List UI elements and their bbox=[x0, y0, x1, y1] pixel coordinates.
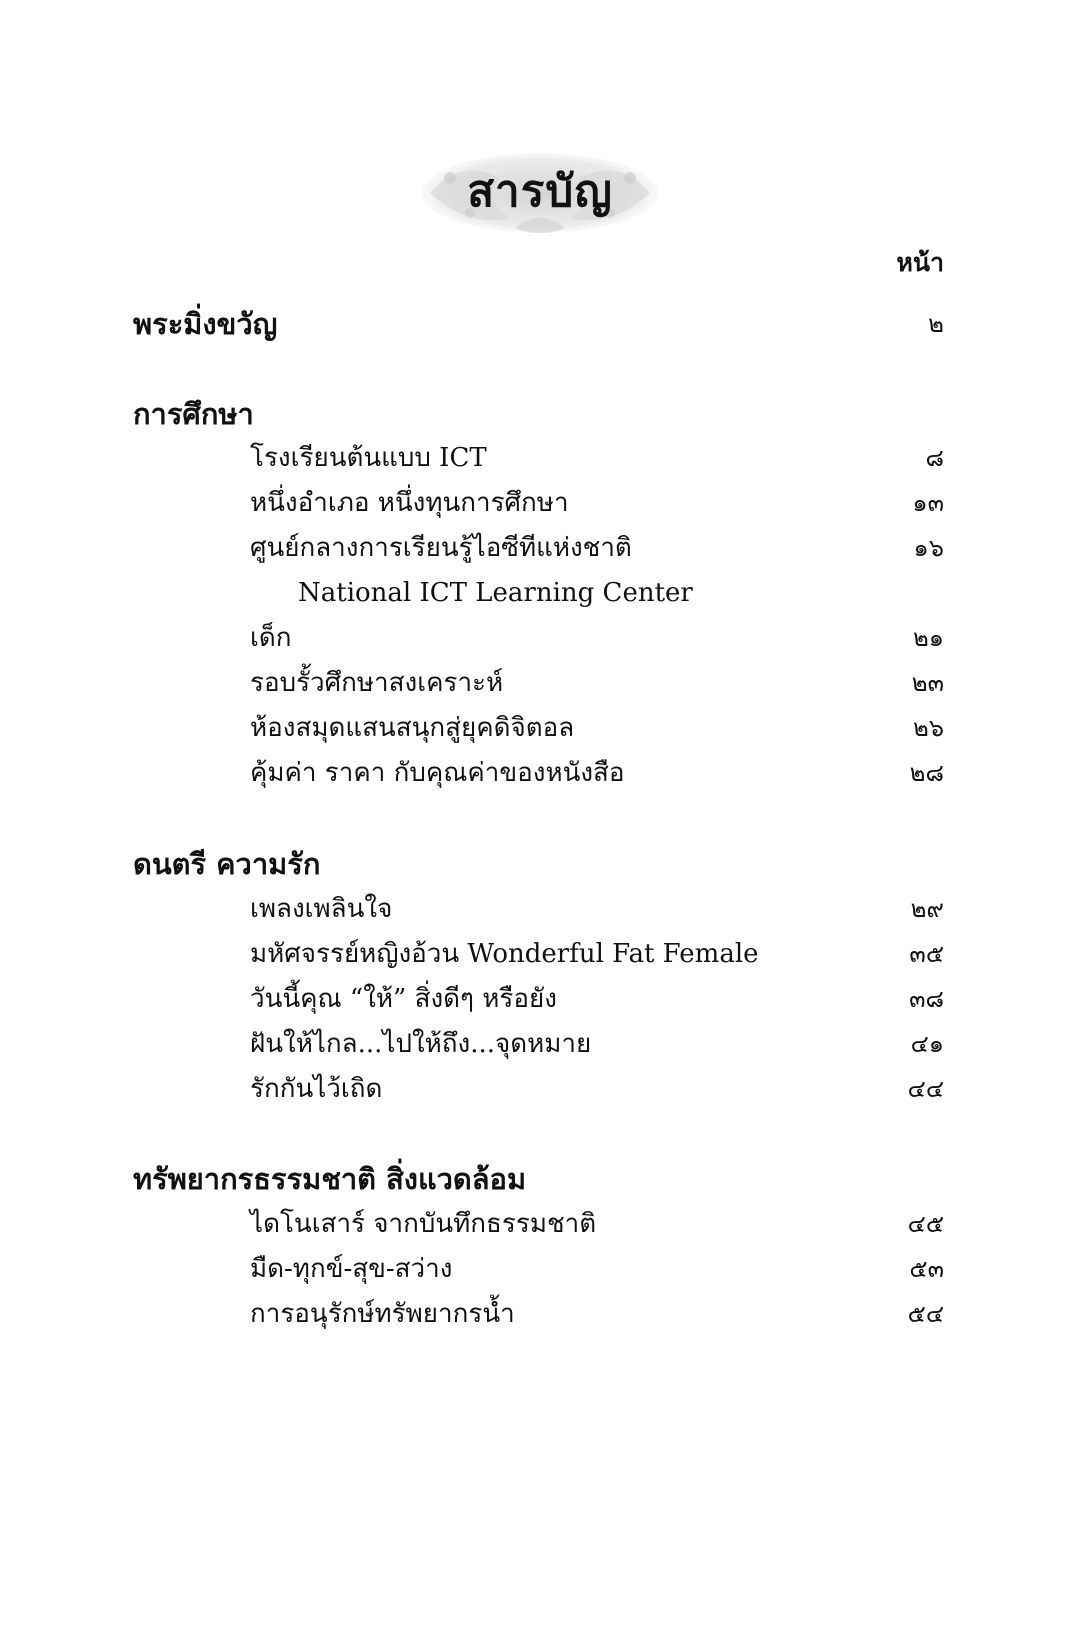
toc-entry bbox=[250, 440, 944, 476]
entry-page-number: ๔๕ bbox=[907, 1210, 944, 1238]
toc-entry bbox=[250, 1206, 944, 1242]
toc-entry bbox=[250, 530, 944, 566]
section-title: ทรัพยากรธรรมชาติ สิ่งแวดล้อม bbox=[133, 1162, 527, 1196]
entry-page-number: ๒๓ bbox=[911, 669, 944, 697]
section-title: ดนตรี ความรัก bbox=[133, 847, 321, 881]
entry-title: National ICT Learning Center bbox=[298, 578, 693, 608]
entry-page-number: ๒๖ bbox=[912, 714, 944, 742]
toc-entry bbox=[250, 665, 944, 701]
entry-page-number: ๑๖ bbox=[913, 534, 944, 562]
toc-entry bbox=[250, 755, 944, 791]
toc-entry bbox=[250, 620, 944, 656]
toc-entry bbox=[250, 1071, 944, 1107]
page-column-header: หน้า bbox=[896, 248, 944, 277]
entry-page-number: ๘ bbox=[925, 444, 944, 472]
section-heading bbox=[133, 846, 944, 882]
entry-title: เพลงเพลินใจ bbox=[250, 894, 393, 924]
toc-entry bbox=[250, 981, 944, 1017]
entry-title: วันนี้คุณ “ให้” สิ่งดีๆ หรือยัง bbox=[250, 984, 557, 1014]
entry-page-number: ๓๘ bbox=[909, 985, 944, 1013]
entry-page-number: ๑๓ bbox=[912, 489, 944, 517]
entry-title: รักกันไว้เถิด bbox=[250, 1074, 383, 1104]
page-title: สารบัญ bbox=[467, 166, 613, 217]
section-heading bbox=[133, 1161, 944, 1197]
entry-title: การอนุรักษ์ทรัพยากรน้ำ bbox=[250, 1299, 515, 1329]
toc-entry-continuation bbox=[298, 575, 944, 611]
entry-title: ห้องสมุดแสนสนุกสู่ยุคดิจิตอล bbox=[250, 713, 575, 743]
toc-entry bbox=[250, 1251, 944, 1287]
entry-page-number: ๒๙ bbox=[910, 895, 944, 923]
section-heading bbox=[133, 306, 944, 342]
section-title: การศึกษา bbox=[133, 397, 254, 431]
entry-page-number: ๔๔ bbox=[907, 1075, 944, 1103]
toc-entry bbox=[250, 485, 944, 521]
entry-title: เด็ก bbox=[250, 623, 292, 653]
entry-page-number: ๒๘ bbox=[909, 759, 944, 787]
entry-title: คุ้มค่า ราคา กับคุณค่าของหนังสือ bbox=[250, 758, 625, 788]
entry-title: มหัศจรรย์หญิงอ้วน Wonderful Fat Female bbox=[250, 939, 759, 969]
entry-page-number: ๕๓ bbox=[909, 1255, 944, 1283]
entry-title: หนึ่งอำเภอ หนึ่งทุนการศึกษา bbox=[250, 488, 569, 518]
entry-title: ฝันให้ไกล...ไปให้ถึง...จุดหมาย bbox=[250, 1029, 592, 1059]
toc-entry bbox=[250, 891, 944, 927]
entry-title: ศูนย์กลางการเรียนรู้ไอซีทีแห่งชาติ bbox=[250, 533, 632, 563]
entry-page-number: ๕๔ bbox=[907, 1300, 944, 1328]
title-block bbox=[420, 148, 660, 238]
entry-page-number: ๒๑ bbox=[912, 624, 944, 652]
entry-title: รอบรั้วศึกษาสงเคราะห์ bbox=[250, 668, 504, 698]
entry-page-number: ๓๕ bbox=[909, 940, 944, 968]
section-title: พระมิ่งขวัญ bbox=[133, 307, 278, 341]
toc-entry bbox=[250, 936, 944, 972]
entry-title: โรงเรียนต้นแบบ ICT bbox=[250, 443, 487, 473]
entry-title: มืด-ทุกข์-สุข-สว่าง bbox=[250, 1254, 453, 1284]
toc-entry bbox=[250, 710, 944, 746]
section-page-number: ๒ bbox=[928, 310, 944, 338]
entry-title: ไดโนเสาร์ จากบันทึกธรรมชาติ bbox=[250, 1209, 597, 1239]
entry-page-number: ๔๑ bbox=[910, 1030, 944, 1058]
toc-entry bbox=[250, 1296, 944, 1332]
section-heading bbox=[133, 396, 944, 432]
toc-entry bbox=[250, 1026, 944, 1062]
